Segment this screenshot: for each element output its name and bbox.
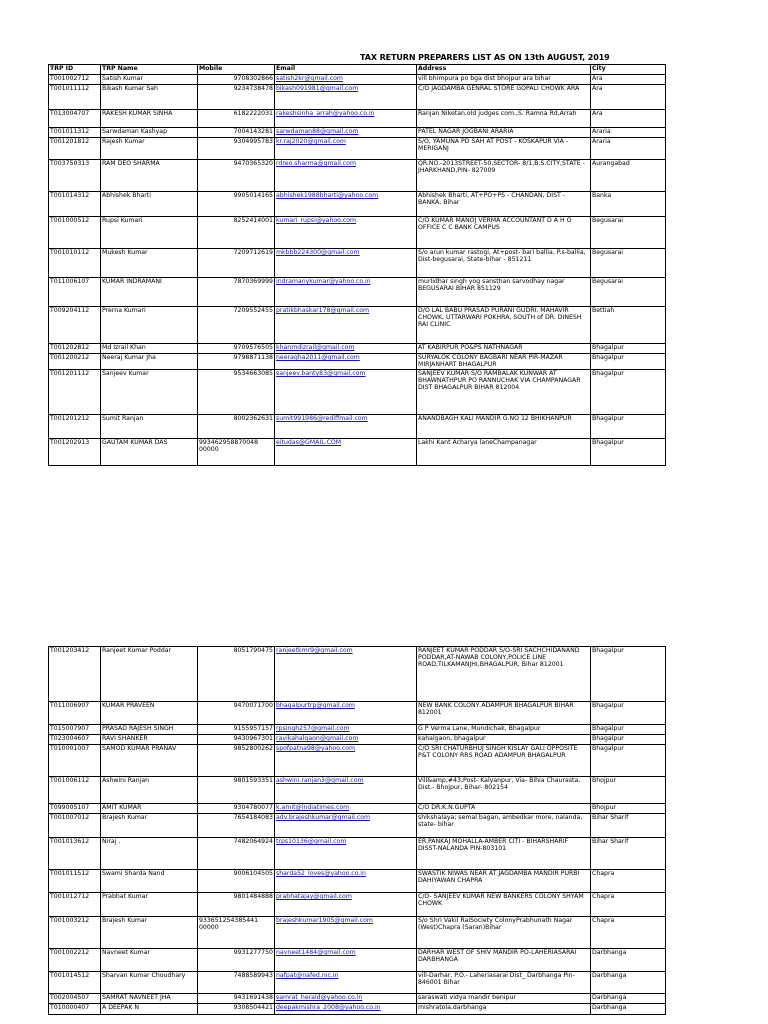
address-cell: ANANDBAGH KALI MANDIR G.NO 12 BHIKHANPUR <box>417 415 591 439</box>
email-cell <box>275 777 417 804</box>
city-cell: Banka <box>591 192 666 217</box>
table-row <box>49 804 666 814</box>
trp-name-cell: Brajesh Kumar <box>101 917 198 949</box>
mobile-cell: 9708302866 <box>198 75 275 85</box>
email-link[interactable]: brajeshkumar1905@gmail.com <box>276 917 373 924</box>
address-cell: Lakhi Kant Acharya laneChampanagar <box>417 439 591 466</box>
table-row <box>49 647 666 702</box>
mobile-cell: 7654184083 <box>198 814 275 838</box>
email-cell <box>275 893 417 917</box>
email-link[interactable]: navneet1484@gmail.com <box>276 949 356 956</box>
mobile-cell: 7209712619 <box>198 249 275 278</box>
email-link[interactable]: sanjeev.banty83@gmail.com <box>276 370 366 377</box>
trp-id-cell: T009204112 <box>49 307 101 344</box>
mobile-cell: 7488589943 <box>198 972 275 994</box>
trp-id-cell: T010000407 <box>49 1004 101 1015</box>
table-row <box>49 439 666 466</box>
address-cell: mishratola,darbhanga <box>417 1004 591 1015</box>
address-cell: QR.NO.-2013STREET-50,SECTOR- 8/1,B.S.CITY,STATE - JHARKHAND,PIN- 827009 <box>417 160 591 192</box>
email-cell <box>275 344 417 354</box>
email-cell <box>275 745 417 777</box>
mobile-cell: 9798871138 <box>198 354 275 370</box>
trp-name-cell: Brajesh Kumar <box>101 814 198 838</box>
city-cell: Darbhanga <box>591 1004 666 1015</box>
email-link[interactable]: rdreo.sharma@gmail.com <box>276 160 356 167</box>
trp-id-cell: T023004607 <box>49 735 101 745</box>
address-cell: D/O LAL BABU PRASAD PURANI GUDRI, MAHAVIR CHOWK, UTTARWARI POKHRA, SOUTH of DR. DINESH RAI CLINIC <box>417 307 591 344</box>
mobile-cell: 7870369999 <box>198 278 275 307</box>
mobile-cell: 9470071700 <box>198 702 275 725</box>
table-row <box>49 75 666 85</box>
email-cell <box>275 439 417 466</box>
trp-name-cell: RAM DEO SHARMA <box>101 160 198 192</box>
email-link[interactable]: k.amit@indiatimes.com <box>276 804 350 811</box>
table-row <box>49 160 666 192</box>
email-cell <box>275 870 417 893</box>
header-trp-id: TRP ID <box>49 65 101 75</box>
trp-name-cell: Neeraj Kumar Jha <box>101 354 198 370</box>
trp-name-cell: Prabhat Kumar <box>101 893 198 917</box>
address-cell: RANJEET KUMAR PODDAR S/O-SRI SACHCHIDANAND PODDAR,AT-NAWAB COLONY,POLICE LINE ROAD,TILKAMANJHI,BHAGALPUR, Bihar 812001 <box>417 647 591 702</box>
mobile-cell: 9006104505 <box>198 870 275 893</box>
address-cell: PATEL NAGAR JOGBANI ARARIA <box>417 128 591 138</box>
trp-name-cell: Sharvan Kumar Choudhary <box>101 972 198 994</box>
city-cell: Ara <box>591 75 666 85</box>
email-link[interactable]: spofpatna98@yahoo.com <box>276 745 356 752</box>
trp-name-cell: Sarwdaman Kashyap <box>101 128 198 138</box>
mobile-cell: 9931277750 <box>198 949 275 972</box>
mobile-cell: 7482064924 <box>198 838 275 870</box>
email-cell <box>275 128 417 138</box>
email-cell <box>275 1004 417 1015</box>
city-cell: Bhagalpur <box>591 439 666 466</box>
email-cell <box>275 307 417 344</box>
address-cell: vill-Darhar, P.O.- Laheriasarai Dist_ Darbhanga Pin-846001 Bihar <box>417 972 591 994</box>
email-link[interactable]: satish2kr@gmail.com <box>276 75 343 82</box>
email-cell <box>275 972 417 994</box>
address-cell: shikshalaya; semal bagan, ambedkar more, nalanda, state- bihar <box>417 814 591 838</box>
city-cell: Araria <box>591 138 666 160</box>
table-row <box>49 893 666 917</box>
table-row <box>49 777 666 804</box>
city-cell: Ara <box>591 110 666 128</box>
table-row <box>49 249 666 278</box>
email-cell <box>275 994 417 1004</box>
trp-id-cell: T010001007 <box>49 745 101 777</box>
trp-name-cell: KUMAR PRAVEEN <box>101 702 198 725</box>
email-cell <box>275 415 417 439</box>
email-link[interactable]: sumit991986@rediffmail.com <box>276 415 368 422</box>
table-row <box>49 278 666 307</box>
trp-id-cell: T001011512 <box>49 870 101 893</box>
city-cell: Chapra <box>591 917 666 949</box>
email-cell <box>275 192 417 217</box>
email-cell <box>275 917 417 949</box>
trp-id-cell: T011006107 <box>49 278 101 307</box>
city-cell: Darbhanga <box>591 994 666 1004</box>
trp-id-cell: T001006112 <box>49 777 101 804</box>
mobile-cell: 8002362631 <box>198 415 275 439</box>
mobile-cell: 6182222031 <box>198 110 275 128</box>
trp-id-cell: T099005107 <box>49 804 101 814</box>
mobile-cell: 9470365320 <box>198 160 275 192</box>
email-link[interactable]: indramanykumar@yahoo.co.in <box>276 278 371 285</box>
email-link[interactable]: mkbbb224300@gmail.com <box>276 249 360 256</box>
trp-id-cell: T001201812 <box>49 138 101 160</box>
mobile-cell: 9431691438 <box>198 994 275 1004</box>
trp-name-cell: KUMAR INDRAMANI <box>101 278 198 307</box>
email-link[interactable]: abhishek1988bharti@yahoo.com <box>276 192 379 199</box>
table-row <box>49 745 666 777</box>
city-cell: Bihar Sharif <box>591 838 666 870</box>
email-link[interactable]: rpsingh257@gmail.com <box>276 725 350 732</box>
address-cell: S/o arun kumar rastogi, At+post- bari ballia, P.s-ballia, Dist-begusarai, State-bihar - 851211 <box>417 249 591 278</box>
address-cell: C/O DR.K.N.GUPTA <box>417 804 591 814</box>
table-row <box>49 415 666 439</box>
trp-name-cell: Swami Sharda Nand <box>101 870 198 893</box>
table-row <box>49 735 666 745</box>
email-cell <box>275 160 417 192</box>
mobile-cell: 9234738478 <box>198 85 275 110</box>
table-1-body <box>49 75 666 466</box>
email-link[interactable]: pratikbhaskar178@gmail.com <box>276 307 370 314</box>
table-row <box>49 917 666 949</box>
trp-name-cell: Abhishek Bharti <box>101 192 198 217</box>
mobile-cell: 7004143281 <box>198 128 275 138</box>
email-cell <box>275 804 417 814</box>
email-link[interactable]: prabhatajay@gmail.com <box>276 893 352 900</box>
trp-id-cell: T001200212 <box>49 354 101 370</box>
trp-name-cell: Rajesh Kumar <box>101 138 198 160</box>
trp-id-cell: T003750313 <box>49 160 101 192</box>
email-cell <box>275 725 417 735</box>
city-cell: Bettiah <box>591 307 666 344</box>
table-row <box>49 972 666 994</box>
email-link[interactable]: trps10136@gmail.com <box>276 838 347 845</box>
city-cell: Bhagalpur <box>591 702 666 725</box>
email-cell <box>275 647 417 702</box>
email-link[interactable]: nafpat@nafed.nic.in <box>276 972 339 979</box>
trp-name-cell: Ranjeet Kumar Poddar <box>101 647 198 702</box>
city-cell: Bhojpur <box>591 804 666 814</box>
address-cell: SURYALOK COLONY BAGBARI NEAR PIR-MAZAR MIRJANHART BHAGALPUR <box>417 354 591 370</box>
trp-id-cell: T013004707 <box>49 110 101 128</box>
city-cell: Begusarai <box>591 249 666 278</box>
header-trp-name: TRP Name <box>101 65 198 75</box>
trp-name-cell: Md Izrail Khan <box>101 344 198 354</box>
address-cell: G P Verma Lane, Mundichak, Bhagalpur <box>417 725 591 735</box>
city-cell: Bhagalpur <box>591 745 666 777</box>
email-link[interactable]: eitudas@GMAIL.COM <box>276 439 342 446</box>
trp-id-cell: T001202913 <box>49 439 101 466</box>
trp-id-cell: T001010112 <box>49 249 101 278</box>
trp-name-cell: Sumit Ranjan <box>101 415 198 439</box>
mobile-cell: 9304780077 <box>198 804 275 814</box>
table-row <box>49 725 666 735</box>
mobile-cell: 9801593351 <box>198 777 275 804</box>
trp-name-cell: Bikash Kumar Sah <box>101 85 198 110</box>
trp-name-cell: Navneet Kumar <box>101 949 198 972</box>
address-cell: saraswati vidya mandir benipur <box>417 994 591 1004</box>
email-cell <box>275 702 417 725</box>
table-row <box>49 192 666 217</box>
trp-id-cell: T002004507 <box>49 994 101 1004</box>
mobile-cell: 9304995783 <box>198 138 275 160</box>
email-link[interactable]: sarwdaman88@gmail.com <box>276 128 359 135</box>
trp-name-cell: RAKESH KUMAR SINHA <box>101 110 198 128</box>
address-cell: kahalgaon, bhagalpur <box>417 735 591 745</box>
header-address: Address <box>417 65 591 75</box>
header-mobile: Mobile <box>198 65 275 75</box>
trp-name-cell: Satish Kumar <box>101 75 198 85</box>
trp-id-cell: T001003212 <box>49 917 101 949</box>
table-row <box>49 128 666 138</box>
trp-name-cell: RAVI SHANKER <box>101 735 198 745</box>
address-cell: SWASTIK NIWAS NEAR AT JAGDAMBA MANDIR PURBI DAHIYAWAN CHAPRA <box>417 870 591 893</box>
table-row <box>49 838 666 870</box>
mobile-cell: 9308504421 <box>198 1004 275 1015</box>
trp-id-cell: T001002212 <box>49 949 101 972</box>
trp-id-cell: T015007907 <box>49 725 101 735</box>
mobile-cell: 9430967301 <box>198 735 275 745</box>
address-cell: NEW BANK COLONY ADAMPUR BHAGALPUR BIHAR 812001 <box>417 702 591 725</box>
email-cell <box>275 735 417 745</box>
email-link[interactable]: khanmdizrail@gmail.com <box>276 344 355 351</box>
email-link[interactable]: sharda52_loves@yahoo.co.in <box>276 870 366 877</box>
city-cell: Bhagalpur <box>591 344 666 354</box>
address-cell: C/O KUMAR MANOJ VERMA ACCOUNTANT D A H O OFFICE C C BANK CAMPUS <box>417 217 591 249</box>
mobile-cell: 9905014165 <box>198 192 275 217</box>
city-cell: Bhojpur <box>591 777 666 804</box>
address-cell: ER.PANKAJ MOHALLA-AMBER CITI - BIHARSHARIF DISST-NALANDA PIN-803101 <box>417 838 591 870</box>
trp-id-cell: T001011112 <box>49 85 101 110</box>
header-email: Email <box>275 65 417 75</box>
table-row <box>49 370 666 415</box>
email-cell <box>275 838 417 870</box>
address-cell: C/O JAGDAMBA GENRAL STORE GOPALI CHOWK ARA <box>417 85 591 110</box>
email-cell <box>275 249 417 278</box>
trp-name-cell: SAMOD KUMAR PRANAV <box>101 745 198 777</box>
address-cell: S/o Shri Vakil RaiSociety ColonyPrabhunath Nagar (West)Chapra (Saran)Bihar <box>417 917 591 949</box>
trp-id-cell: T001014312 <box>49 192 101 217</box>
trp-name-cell: A DEEPAK N <box>101 1004 198 1015</box>
table-row <box>49 870 666 893</box>
email-link[interactable]: ashwini.ranjan3@gmail.com <box>276 777 364 784</box>
trp-table-1 <box>48 64 666 466</box>
table-row <box>49 85 666 110</box>
email-link[interactable]: ravikahalgaon@gmail.com <box>276 735 359 742</box>
city-cell: Bhagalpur <box>591 415 666 439</box>
address-cell: S/O, YAMUNA PD SAH AT POST - KOSKAPUR VIA - MERIGANJ <box>417 138 591 160</box>
trp-id-cell: T001201112 <box>49 370 101 415</box>
mobile-cell: 7209552455 <box>198 307 275 344</box>
city-cell: Bhagalpur <box>591 735 666 745</box>
table-row <box>49 702 666 725</box>
email-cell <box>275 814 417 838</box>
table-row <box>49 110 666 128</box>
address-cell: murlidhar singh yog sansthan sarvodhay nagar BEGUSARAI BIHAR 851129 <box>417 278 591 307</box>
email-cell <box>275 110 417 128</box>
city-cell: Ara <box>591 85 666 110</box>
table-row <box>49 307 666 344</box>
city-cell: Darbhanga <box>591 972 666 994</box>
city-cell: Bhagalpur <box>591 725 666 735</box>
email-cell <box>275 75 417 85</box>
trp-name-cell: SAMRAT NAVNEET JHA <box>101 994 198 1004</box>
email-link[interactable]: adv.brajeshkumar@gmail.com <box>276 814 371 821</box>
trp-id-cell: T001014512 <box>49 972 101 994</box>
address-cell: C/O SRI CHATURBHUJ SINGH KISLAY GALI OPPOSITE P&T COLONY RRS ROAD ADAMPUR BHAGALPUR <box>417 745 591 777</box>
mobile-cell: 8051790475 <box>198 647 275 702</box>
city-cell: Begusarai <box>591 278 666 307</box>
table-row <box>49 217 666 249</box>
email-link[interactable]: kr.raj2020@gmail.com <box>276 138 346 145</box>
address-cell: AT KABIRPUR PO&PS NATHNAGAR <box>417 344 591 354</box>
email-cell <box>275 138 417 160</box>
city-cell: Bhagalpur <box>591 647 666 702</box>
email-cell <box>275 217 417 249</box>
city-cell: Chapra <box>591 870 666 893</box>
city-cell: Araria <box>591 128 666 138</box>
mobile-cell: 993462958870048 00000 <box>198 439 275 466</box>
mobile-cell: 933651254385441 00000 <box>198 917 275 949</box>
address-cell: Vill&amp;#43;Post- Kalyanpur, Via- Bihia Chaurasta, Dist.- Bhojpur, Bihar- 802154 <box>417 777 591 804</box>
table-row <box>49 814 666 838</box>
email-link[interactable]: neeragha2011@gmail.com <box>276 354 360 361</box>
mobile-cell: 9155957157 <box>198 725 275 735</box>
city-cell: Aurangabad <box>591 160 666 192</box>
address-cell: vill bhimpura po bga dist bhojpur ara bihar <box>417 75 591 85</box>
trp-id-cell: T001012712 <box>49 893 101 917</box>
trp-id-cell: T011006907 <box>49 702 101 725</box>
trp-name-cell: Rupsi Kumari <box>101 217 198 249</box>
trp-id-cell: T001002712 <box>49 75 101 85</box>
email-link[interactable]: ranjeetkmr9@gmail.com <box>276 647 353 654</box>
trp-id-cell: T001202812 <box>49 344 101 354</box>
email-cell <box>275 85 417 110</box>
email-cell <box>275 278 417 307</box>
trp-name-cell: Mukesh Kumar <box>101 249 198 278</box>
email-link[interactable]: bikash091981@gmail.com <box>276 85 359 92</box>
trp-id-cell: T001013612 <box>49 838 101 870</box>
trp-name-cell: GAUTAM KUMAR DAS <box>101 439 198 466</box>
city-cell: Bhagalpur <box>591 354 666 370</box>
address-cell: SANJEEV KUMAR S/O RAMBALAK KUNWAR AT BHAWNATHPUR PO RANNUCHAK VIA CHAMPANAGAR DIST BHAGALPUR BIHAR 812004 <box>417 370 591 415</box>
email-cell <box>275 949 417 972</box>
trp-name-cell: Niraj . <box>101 838 198 870</box>
city-cell: Bhagalpur <box>591 370 666 415</box>
address-cell: DARHAR WEST OF SHIV MANDIR PO-LAHERIASARAI DARBHANGA <box>417 949 591 972</box>
email-link[interactable]: bhagalpurtrp@gmail.com <box>276 702 355 709</box>
email-link[interactable]: deepakmishra_2008@yahoo.co.in <box>276 1004 381 1011</box>
trp-id-cell: T001203412 <box>49 647 101 702</box>
trp-name-cell: Sanjeev Kumar <box>101 370 198 415</box>
trp-id-cell: T001007012 <box>49 814 101 838</box>
email-cell <box>275 370 417 415</box>
email-cell <box>275 354 417 370</box>
city-cell: Bihar Sharif <box>591 814 666 838</box>
trp-id-cell: T001011312 <box>49 128 101 138</box>
trp-id-cell: T001000512 <box>49 217 101 249</box>
mobile-cell: 9709576505 <box>198 344 275 354</box>
trp-name-cell: AMIT KUMAR <box>101 804 198 814</box>
email-link[interactable]: kumari_rupsi@yahoo.com <box>276 217 357 224</box>
table-row <box>49 994 666 1004</box>
table-row <box>49 1004 666 1015</box>
table-row <box>49 138 666 160</box>
city-cell: Darbhanga <box>591 949 666 972</box>
table-row <box>49 344 666 354</box>
document-title: TAX RETURN PREPARERS LIST AS ON 13th AUGUST, 2019 <box>360 53 610 62</box>
email-link[interactable]: samrat_herald@yahoo.co.in <box>276 994 363 1001</box>
address-cell: Ranjan Niketan,old judges com.,S. Ramna Rd,Arrah <box>417 110 591 128</box>
mobile-cell: 9852800262 <box>198 745 275 777</box>
mobile-cell: 9801484888 <box>198 893 275 917</box>
header-city: City <box>591 65 666 75</box>
city-cell: Begusarai <box>591 217 666 249</box>
table-row <box>49 949 666 972</box>
mobile-cell: 9534663085 <box>198 370 275 415</box>
address-cell: Abhishek Bharti, AT+PO+PS - CHANDAN, DIST - BANKA, Bihar <box>417 192 591 217</box>
trp-name-cell: PRASAD RAJESH SINGH <box>101 725 198 735</box>
email-link[interactable]: rakeshsinha_arrah@yahoo.co.in <box>276 110 375 117</box>
city-cell: Chapra <box>591 893 666 917</box>
address-cell: C/O- SANJEEV KUMAR NEW BANKERS COLONY SHYAM CHOWK <box>417 893 591 917</box>
trp-table-2 <box>48 646 666 1015</box>
table-2-body <box>49 647 666 1015</box>
mobile-cell: 8252414001 <box>198 217 275 249</box>
header-row <box>49 65 666 75</box>
trp-id-cell: T001201212 <box>49 415 101 439</box>
table-row <box>49 354 666 370</box>
trp-name-cell: Prerna Kumari <box>101 307 198 344</box>
trp-name-cell: Ashwini Ranjan <box>101 777 198 804</box>
